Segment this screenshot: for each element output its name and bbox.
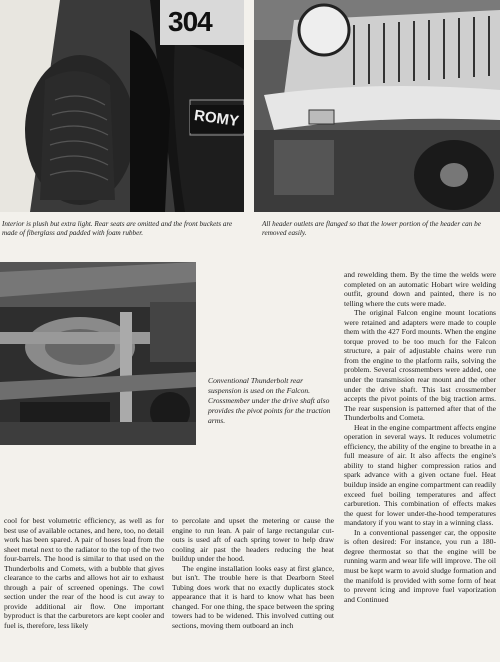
right-paragraph-4: In a conventional passenger car, the opposite is often desired: For instance, you run a 180-degree thermostat so that the engine will be running warm and wear life will improve. The oil must be kept warm to avoid sludge formation and the manifold is provided with some form of heat to prevent icing and improve fuel vaporization and Continued (344, 527, 496, 604)
right-paragraph-3: Heat in the engine compartment affects engine operation in several ways. It reduces volumetric efficiency, the ability of the engine to breathe in a full measure of air. It also affects the engine's ability to stand higher compression ratios and spark advance with a given octane fuel. Heat buildup inside an engine compartment can readily exceed fuel boiling temperatures and affect carburetion. This combination of effects makes the quest for lower under-the-hood temperatures mandatory if you want to stay in a winning class. (344, 422, 496, 528)
right-column (344, 270, 496, 604)
middle-paragraph-1: to percolate and upset the metering or cause the engine to run lean. A pair of large rectangular cut-outs is used aft of each spring tower to help draw cooling air past the headers reducing the heat buildup under the hood. (172, 516, 334, 564)
interior-caption: Interior is plush but extra light. Rear seats are omitted and the front buckets are made of fiberglass and padded with foam rubber. (2, 220, 233, 237)
left-column (4, 516, 164, 631)
front-end-photo-image (254, 0, 500, 212)
middle-paragraph-2: The engine installation looks easy at first glance, but isn't. The trouble here is that Dearborn Steel Tubing does work that no exactly duplicates stock appearance that it is hard to know what has been changed. For one thing, the space between the spring towers had to be widened. This involved cutting out sections, moving them outboard an inch (172, 563, 334, 631)
suspension-photo (0, 262, 196, 445)
right-paragraph-1: and rewelding them. By the time the welds were completed on an automatic Hobart wire welding outfit, ground down and painted, there is no telling where the cuts were made. (344, 270, 496, 308)
suspension-caption: Conventional Thunderbolt rear suspension is used on the Falcon. Crossmember under the drive shaft also provides the pivot points for the traction arms. (208, 376, 331, 425)
door-number: 304 (168, 6, 212, 37)
right-paragraph-2: The original Falcon engine mount locations were retained and adapters were made to couple them with the 427 Ford mounts. When the engine torque proved to be too much for the Falcon structure, a pair of adjustable chains were run from the engine to the platform rails, solving the problem. Several crossmembers were added, one under the transmission rear mount and the other under the drive shaft. This last crossmember accepts the pivot points of the big traction arms. The rear suspension is patterned after that of the Thunderbolts and Cometa. (344, 308, 496, 423)
front-end-photo (254, 0, 500, 212)
middle-column (172, 516, 334, 631)
suspension-photo-image (0, 262, 196, 445)
header-caption: All header outlets are flanged so that the lower portion of the header can be removed easily. (262, 220, 481, 237)
left-paragraph-1: cool for best volumetric efficiency, as well as for best use of available octanes, and here, too, no detail work has been spared. A pair of hoses lead from the sheet metal next to the radiator to the top of the two four-barrels. The hood is similar to that used on the Thunderbolts and Comets, with a bubble that gives clearance to the carbs and allows hot air to exhaust through a pair of screened openings. The cowl section under the rear of the hood is cut away to provide additional air flow. One important byproduct is that the carburetors are kept cooler and fuel is, therefore, less likely (4, 516, 164, 631)
door-lettering: ROMY (193, 106, 240, 131)
interior-photo (0, 0, 244, 212)
